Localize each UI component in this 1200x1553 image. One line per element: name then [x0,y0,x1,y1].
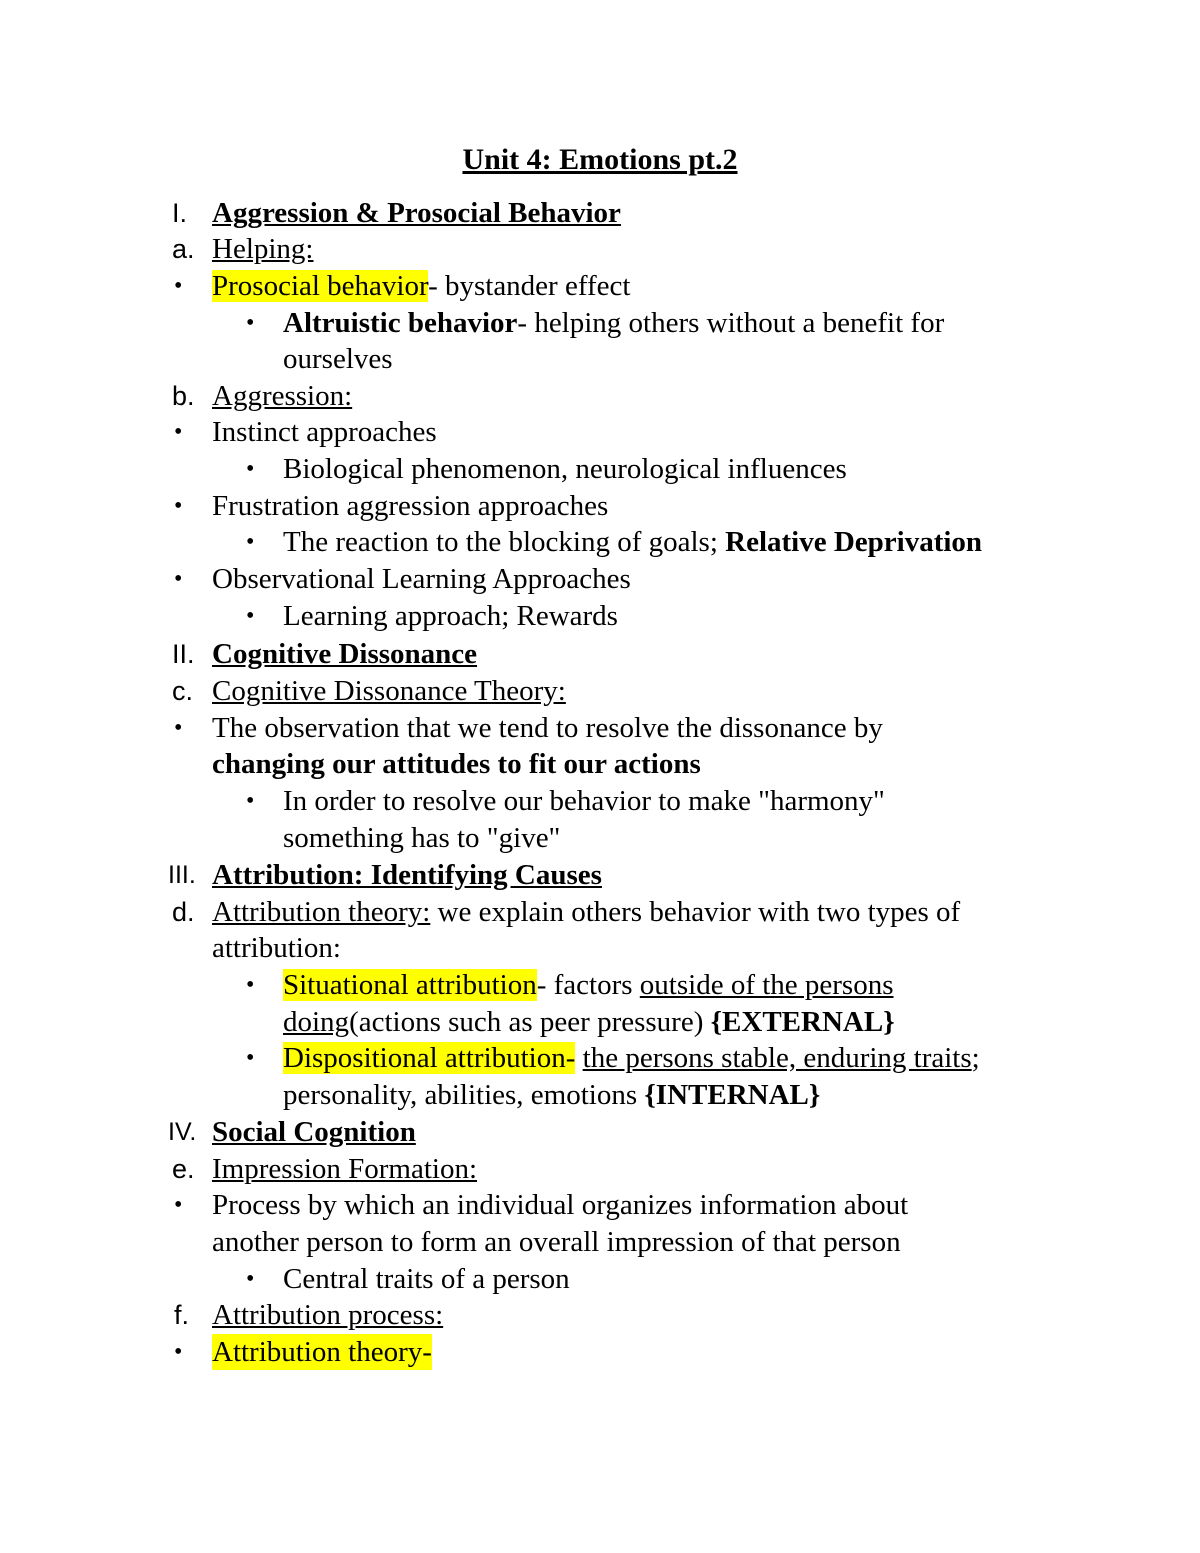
item-label: a. [172,234,195,264]
section-title: Attribution: Identifying Causes [212,859,602,891]
bullet-icon: • [246,1045,255,1071]
item-text: In order to resolve our behavior to make "harmony" [283,785,885,817]
bullet-icon: • [246,788,255,814]
item-label: e. [172,1154,195,1184]
item-text: Process by which an individual organizes information about [212,1189,909,1221]
item-text: Learning approach; Rewards [283,600,618,632]
item-text: Frustration aggression approaches [212,490,609,522]
item-text: (actions such as peer pressure) [349,1006,711,1038]
bold-term: {INTERNAL} [644,1079,821,1111]
bullet-icon: • [174,1339,183,1365]
section-label: II. [172,639,195,669]
item-text: - factors [536,969,640,1001]
bullet-icon: • [174,566,183,592]
section-title: Cognitive Dissonance [212,638,478,670]
section-title: Aggression & Prosocial Behavior [212,197,621,229]
bullet-icon: • [174,273,183,299]
item-text: Biological phenomenon, neurological influences [283,453,847,485]
section-label: IV. [168,1118,197,1146]
bullet-icon: • [246,1266,255,1292]
bullet-icon: • [174,493,183,519]
bullet-icon: • [174,715,183,741]
page-title: Unit 4: Emotions pt.2 [462,143,738,176]
item-text: Observational Learning Approaches [212,563,631,595]
bullet-icon: • [246,529,255,555]
bullet-icon: • [246,456,255,482]
highlighted-term: Dispositional attribution- [283,1042,576,1074]
bold-term: Altruistic behavior [283,307,518,339]
item-text [575,1042,582,1074]
item-continuation: changing our attitudes to fit our actions [212,748,701,780]
bold-term: Relative Deprivation [725,526,983,558]
underlined-text: the persons stable, enduring traits [582,1042,972,1074]
underlined-text: doing [283,1006,350,1038]
highlighted-term: Situational attribution [283,969,537,1001]
section-title: Social Cognition [212,1116,416,1148]
underlined-text: outside of the persons [639,969,894,1001]
item-label: f. [174,1300,190,1330]
item-text: we explain others behavior with two types of [430,896,961,928]
bullet-icon: • [246,603,255,629]
section-label: III. [168,861,196,889]
item-continuation: attribution: [212,932,341,964]
item-text: ; [971,1042,980,1074]
item-continuation: something has to "give" [283,822,561,854]
item-text: Instinct approaches [212,416,437,448]
highlighted-term: Prosocial behavior [212,270,429,302]
item-text: personality, abilities, emotions [283,1079,645,1111]
item-text: Impression Formation: [212,1153,478,1185]
item-label: c. [172,676,194,706]
item-text: Attribution process: [212,1299,444,1331]
item-text: The observation that we tend to resolve the dissonance by [212,712,883,744]
item-text: Central traits of a person [283,1263,570,1295]
item-continuation [283,1004,895,1040]
item-label: b. [172,381,195,411]
bullet-icon: • [174,419,183,445]
bullet-icon: • [246,972,255,998]
item-text: - helping others without a benefit for [517,307,945,339]
item-text: Aggression: [212,380,353,412]
item-text: The reaction to the blocking of goals; [283,526,726,558]
item-term: Attribution theory: [212,896,431,928]
item-continuation [283,1077,820,1113]
bullet-icon: • [246,310,255,336]
item-text: Cognitive Dissonance Theory: [212,675,566,707]
item-text: - bystander effect [428,270,631,302]
item-text: Helping: [212,233,314,265]
section-label: I. [172,198,188,228]
item-label: d. [172,897,195,927]
item-continuation: ourselves [283,343,393,375]
bold-term: {EXTERNAL} [710,1006,895,1038]
highlighted-term: Attribution theory- [212,1336,432,1368]
bullet-icon: • [174,1192,183,1218]
item-continuation: another person to form an overall impression of that person [212,1226,901,1258]
